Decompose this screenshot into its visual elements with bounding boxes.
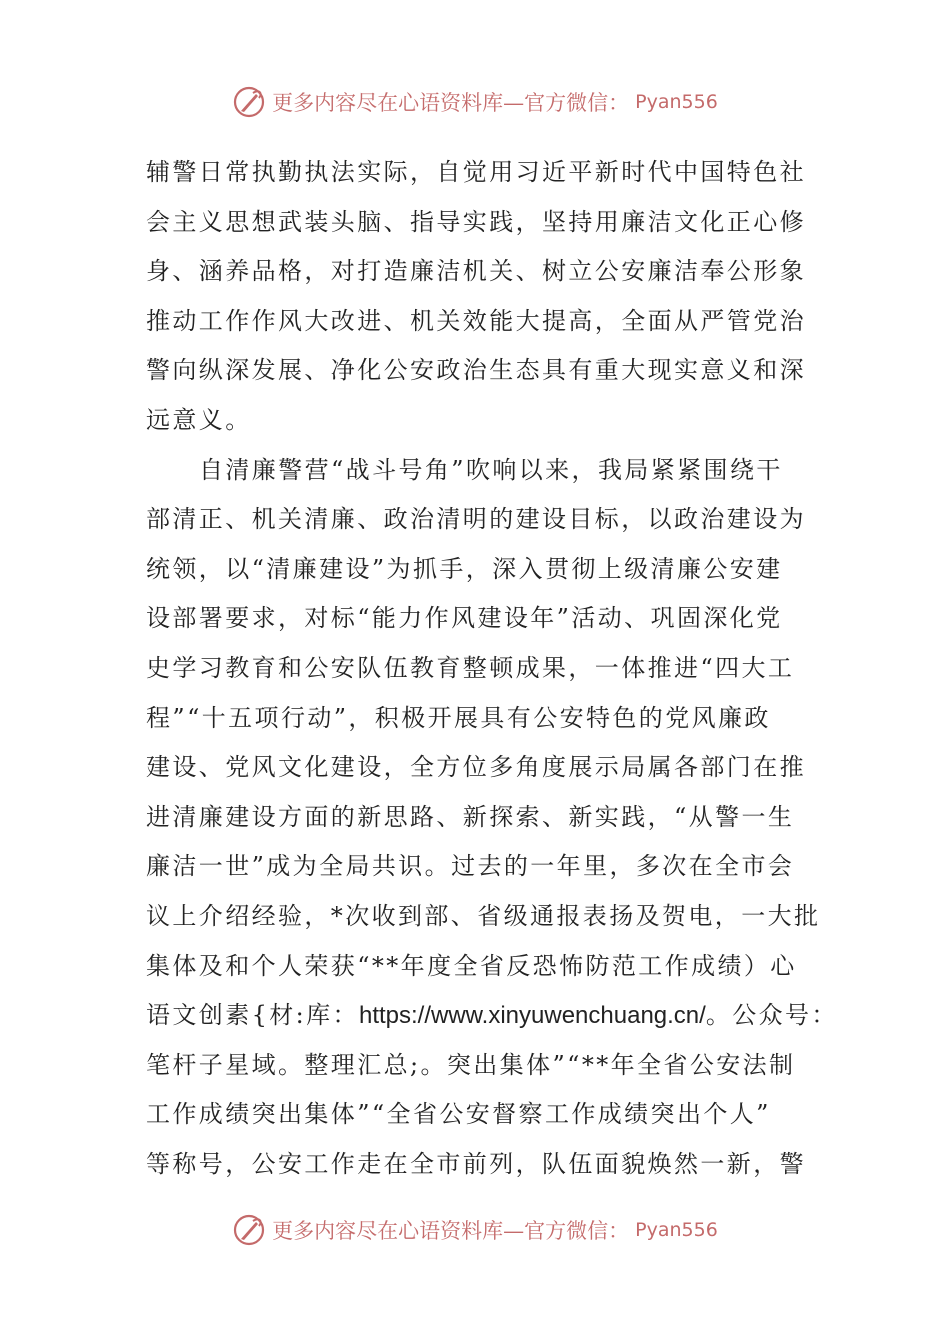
text-line bbox=[146, 297, 810, 347]
header-watermark bbox=[0, 82, 950, 122]
document-body bbox=[146, 148, 838, 1189]
text-line bbox=[146, 1041, 810, 1091]
text-line bbox=[146, 1090, 810, 1140]
text-line bbox=[146, 594, 810, 644]
text-line bbox=[146, 942, 810, 992]
watermark-wechat-id: Pyan556 bbox=[635, 1219, 718, 1241]
line-text: 会主义思想武装头脑、指导实践，坚持用廉洁文化正心修 bbox=[146, 207, 806, 236]
line-text-after: 。公众号： bbox=[705, 1001, 838, 1030]
line-text: 语文创素{材:库： bbox=[146, 1001, 359, 1030]
line-text: 议上介绍经验，*次收到部、省级通报表扬及贺电，一大批 bbox=[146, 901, 821, 930]
line-text: 工作成绩突出集体”“全省公安督察工作成绩突出个人” bbox=[146, 1100, 771, 1129]
quill-logo-icon bbox=[232, 85, 266, 119]
watermark-wechat-id: Pyan556 bbox=[635, 91, 718, 113]
line-text: 建设、党风文化建设，全方位多角度展示局属各部门在推 bbox=[146, 753, 806, 782]
line-text: 统领，以“清廉建设”为抓手，深入贯彻上级清廉公安建 bbox=[146, 554, 783, 583]
text-line bbox=[146, 694, 810, 744]
line-text: 集体及和个人荣获“**年度全省反恐怖防范工作成绩）心 bbox=[146, 951, 797, 980]
line-text: 廉洁一世”成为全局共识。过去的一年里，多次在全市会 bbox=[146, 852, 795, 881]
line-text: 身、涵养品格，对打造廉洁机关、树立公安廉洁奉公形象 bbox=[146, 257, 806, 286]
line-text: 史学习教育和公安队伍教育整顿成果，一体推进“四大工 bbox=[146, 653, 795, 682]
text-line bbox=[146, 198, 810, 248]
text-line bbox=[146, 892, 821, 942]
quill-logo-icon bbox=[232, 1213, 266, 1247]
text-line bbox=[146, 545, 810, 595]
line-text: 部清正、机关清廉、政治清明的建设目标，以政治建设为 bbox=[146, 505, 806, 534]
text-line bbox=[146, 446, 810, 496]
text-line bbox=[146, 991, 838, 1041]
line-text: 推动工作作风大改进、机关效能大提高，全面从严管党治 bbox=[146, 306, 806, 335]
line-text: 等称号，公安工作走在全市前列，队伍面貌焕然一新，警 bbox=[146, 1149, 806, 1178]
line-text: 进清廉建设方面的新思路、新探索、新实践，“从警一生 bbox=[146, 802, 795, 831]
text-line bbox=[146, 842, 810, 892]
text-line bbox=[146, 743, 810, 793]
line-text: 笔杆子星域。整理汇总;。突出集体”“**年全省公安法制 bbox=[146, 1050, 796, 1079]
text-line bbox=[146, 644, 810, 694]
text-line bbox=[146, 247, 810, 297]
text-line bbox=[146, 346, 810, 396]
line-text: 辅警日常执勤执法实际，自觉用习近平新时代中国特色社 bbox=[146, 158, 806, 186]
text-line bbox=[146, 495, 810, 545]
text-line bbox=[146, 1140, 810, 1190]
watermark-text: 更多内容尽在心语资料库—官方微信： bbox=[272, 1219, 630, 1243]
line-text: 警向纵深发展、净化公安政治生态具有重大现实意义和深 bbox=[146, 356, 806, 385]
line-text: 远意义。 bbox=[146, 405, 252, 434]
text-line bbox=[146, 148, 810, 198]
text-line bbox=[146, 793, 810, 843]
line-text: 程”“十五项行动”，积极开展具有公安特色的党风廉政 bbox=[146, 703, 771, 732]
watermark-text: 更多内容尽在心语资料库—官方微信： bbox=[272, 91, 630, 115]
line-url: https://www.xinyuwenchuang.cn/ bbox=[358, 1002, 706, 1030]
footer-watermark bbox=[0, 1210, 950, 1250]
line-text: 自清廉警营“战斗号角”吹响以来，我局紧紧围绕干 bbox=[199, 455, 783, 484]
text-line bbox=[146, 396, 810, 446]
line-text: 设部署要求，对标“能力作风建设年”活动、巩固深化党 bbox=[146, 604, 783, 633]
